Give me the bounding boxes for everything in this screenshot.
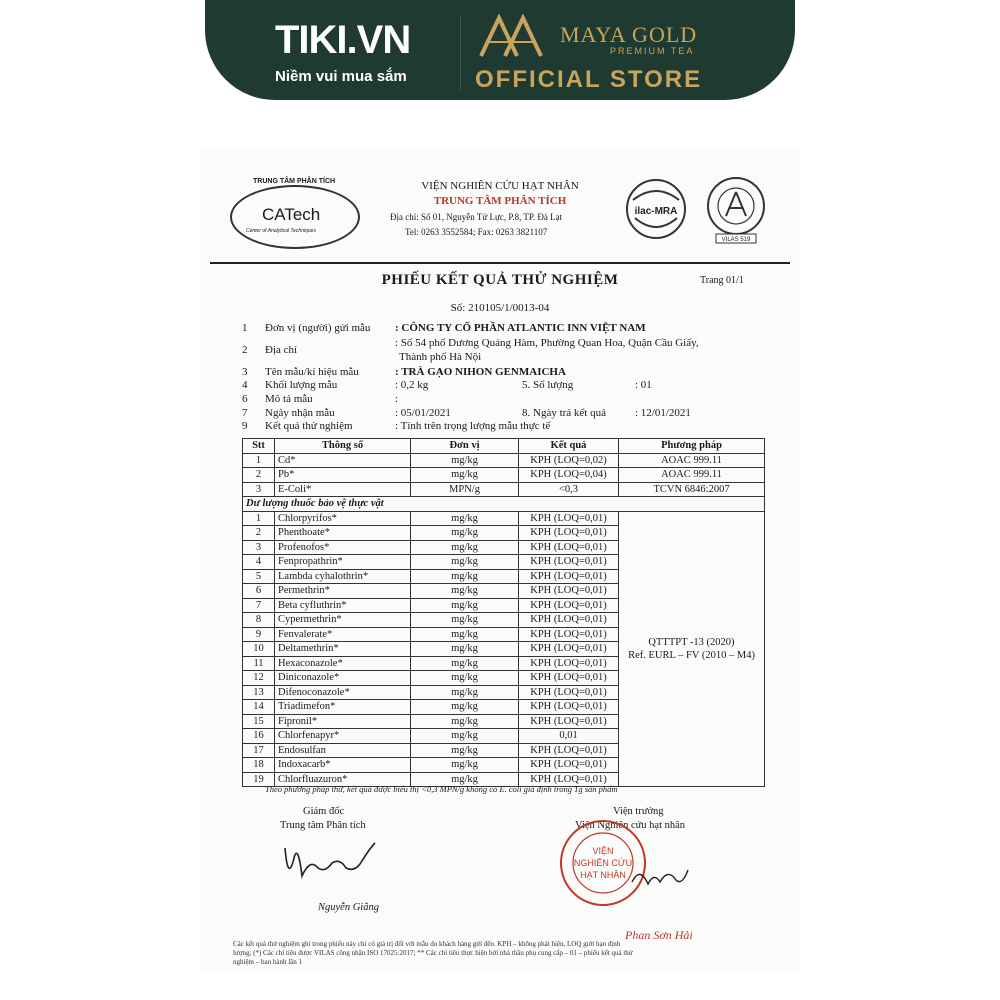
column-header: Stt [243, 439, 275, 454]
cell-param: Indoxacarb* [275, 758, 411, 773]
cell-result: KPH (LOQ=0,01) [519, 526, 619, 541]
cell-unit: MPN/g [411, 482, 519, 497]
cell-result: KPH (LOQ=0,01) [519, 613, 619, 628]
vilas-text: VILAS 519 [721, 237, 751, 243]
cell-stt: 12 [243, 671, 275, 686]
cell-unit: mg/kg [411, 743, 519, 758]
method-line: QTTTPT -13 (2020) [648, 636, 735, 648]
cell-result: KPH (LOQ=0,01) [519, 627, 619, 642]
cell-unit: mg/kg [411, 613, 519, 628]
info-key: Địa chỉ [265, 344, 298, 356]
table-note: Theo phương pháp thử, kết quả được biểu thị <0,3 MPN/g không có E. coli giả định trong 1g sản phẩm [265, 784, 618, 794]
cell-param: Cd* [275, 453, 411, 468]
cell-unit: mg/kg [411, 468, 519, 483]
header-divider [210, 262, 790, 264]
cell-stt: 18 [243, 758, 275, 773]
stamp-text: VIỆN [592, 846, 614, 856]
cell-stt: 2 [243, 468, 275, 483]
cell-stt: 7 [243, 598, 275, 613]
cell-result: KPH (LOQ=0,01) [519, 714, 619, 729]
cell-result: KPH (LOQ=0,01) [519, 511, 619, 526]
cell-unit: mg/kg [411, 453, 519, 468]
table-row [243, 511, 765, 526]
cell-result: KPH (LOQ=0,02) [519, 453, 619, 468]
cell-param: Profenofos* [275, 540, 411, 555]
cell-method: TCVN 6846:2007 [619, 482, 765, 497]
cell-param: Deltamethrin* [275, 642, 411, 657]
info-value: : 0,2 kg [395, 379, 429, 391]
info-value: : TRÀ GẠO NIHON GENMAICHA [395, 366, 566, 378]
cell-unit: mg/kg [411, 569, 519, 584]
table-row [243, 482, 765, 497]
right-signer-title: Viện trưởng [613, 806, 664, 817]
stamp-text: NGHIÊN CỨU [573, 858, 633, 868]
info-value: : Số 54 phố Dương Quảng Hàm, Phường Quan Hoa, Quận Cầu Giấy, [395, 337, 699, 349]
cell-result: <0,3 [519, 482, 619, 497]
cell-param: Phenthoate* [275, 526, 411, 541]
cell-stt: 10 [243, 642, 275, 657]
column-header: Đơn vị [411, 439, 519, 454]
cell-result: KPH (LOQ=0,04) [519, 468, 619, 483]
store-banner [205, 0, 795, 100]
cell-result: KPH (LOQ=0,01) [519, 772, 619, 787]
cell-stt: 1 [243, 453, 275, 468]
cell-unit: mg/kg [411, 714, 519, 729]
cell-unit: mg/kg [411, 526, 519, 541]
report-title: PHIẾU KẾT QUẢ THỬ NGHIỆM [381, 272, 619, 288]
info-key: Ngày nhận mẫu [265, 407, 335, 419]
cell-stt: 3 [243, 482, 275, 497]
table-section-row [243, 497, 765, 512]
cell-stt: 11 [243, 656, 275, 671]
report-number: Số: 210105/1/0013-04 [450, 302, 550, 314]
cell-result: 0,01 [519, 729, 619, 744]
cell-unit: mg/kg [411, 598, 519, 613]
left-signature-icon [280, 838, 390, 888]
info-key: Kết quả thử nghiệm [265, 420, 353, 432]
institute-name: VIỆN NGHIÊN CỨU HẠT NHÂN [421, 180, 579, 192]
official-store-label: OFFICIAL STORE [475, 66, 703, 93]
column-header: Kết quả [519, 439, 619, 454]
cell-result: KPH (LOQ=0,01) [519, 743, 619, 758]
cell-param: Chlorfenapyr* [275, 729, 411, 744]
ilac-text: ilac-MRA [634, 206, 678, 217]
cell-method: AOAC 999.11 [619, 453, 765, 468]
lab-address: Địa chỉ: Số 01, Nguyễn Tử Lực, P.8, TP. Đà Lạt [390, 212, 563, 222]
cell-param: Hexaconazole* [275, 656, 411, 671]
column-header: Thông số [275, 439, 411, 454]
cell-method [619, 511, 765, 787]
info-num: 6 [242, 393, 248, 405]
cell-unit: mg/kg [411, 758, 519, 773]
catech-logo-bottom: Center of Analytical Techniques [246, 228, 316, 234]
info-num: 2 [242, 344, 248, 356]
cell-result: KPH (LOQ=0,01) [519, 685, 619, 700]
info-value: : [395, 393, 399, 405]
stamp-text: HẠT NHÂN [580, 870, 626, 880]
info-num: 1 [242, 322, 248, 334]
cell-unit: mg/kg [411, 540, 519, 555]
table-row [243, 468, 765, 483]
info-num: 9 [242, 420, 248, 432]
cell-stt: 2 [243, 526, 275, 541]
info-value: : Tính trên trọng lượng mẫu thực tế [395, 420, 551, 432]
cell-method: AOAC 999.11 [619, 468, 765, 483]
maya-gold-subtitle: PREMIUM TEA [610, 46, 695, 56]
cell-result: KPH (LOQ=0,01) [519, 642, 619, 657]
page-number: Trang 01/1 [700, 275, 744, 286]
info-num: 3 [242, 366, 248, 378]
cell-result: KPH (LOQ=0,01) [519, 569, 619, 584]
tiki-slogan: Niềm vui mua sắm [275, 68, 407, 85]
cell-result: KPH (LOQ=0,01) [519, 656, 619, 671]
cell-result: KPH (LOQ=0,01) [519, 584, 619, 599]
cell-param: Fipronil* [275, 714, 411, 729]
cell-stt: 5 [243, 569, 275, 584]
test-result-document [200, 150, 800, 970]
right-signature-icon [630, 862, 690, 892]
info-num: 7 [242, 407, 248, 419]
footer-disclaimer: Các kết quả thử nghiệm ghi trong phiếu này chỉ có giá trị đối với mẫu do khách hàng gửi đến. KPH – không phát hiện, LOQ giới hạn định lượng; (*) Các chỉ tiêu được VILAS công nhận ISO 17025:2017; ** Các chỉ tiêu thực hiện bởi nhà thầu phụ cung cấp – 01 – phiếu kết quả thử nghiệm – ban hành lần 1 [233, 940, 633, 966]
info-key: Khối lượng mẫu [265, 379, 338, 391]
maya-gold-logo-icon [477, 14, 547, 58]
cell-param: Endosulfan [275, 743, 411, 758]
cell-unit: mg/kg [411, 729, 519, 744]
cell-stt: 4 [243, 555, 275, 570]
tiki-logo: TIKI.VN [275, 18, 411, 62]
results-table [242, 438, 765, 787]
left-signer-title: Giám đốc [303, 806, 345, 817]
cell-result: KPH (LOQ=0,01) [519, 555, 619, 570]
cell-param: Triadimefon* [275, 700, 411, 715]
info-key: Tên mẫu/kí hiệu mẫu [265, 366, 359, 378]
info-value: : 05/01/2021 [395, 407, 451, 419]
brand-divider [460, 15, 461, 90]
cell-param: Fenpropathrin* [275, 555, 411, 570]
info-key: Mô tả mẫu [265, 393, 313, 405]
cell-param: Chlorpyrifos* [275, 511, 411, 526]
left-signer-org: Trung tâm Phân tích [280, 820, 366, 831]
catech-logo [230, 178, 360, 249]
catech-logo-main: CATech [262, 205, 321, 224]
cell-result: KPH (LOQ=0,01) [519, 700, 619, 715]
info-key: 5. Số lượng [522, 379, 574, 391]
cell-stt: 6 [243, 584, 275, 599]
cell-stt: 19 [243, 772, 275, 787]
cell-result: KPH (LOQ=0,01) [519, 598, 619, 613]
right-signer-name: Phan Sơn Hải [625, 928, 693, 942]
cell-stt: 1 [243, 511, 275, 526]
info-num: 4 [242, 379, 248, 391]
cell-unit: mg/kg [411, 627, 519, 642]
left-signer-name: Nguyễn Giằng [318, 902, 379, 913]
section-label: Dư lượng thuốc bảo vệ thực vật [243, 497, 765, 512]
cell-result: KPH (LOQ=0,01) [519, 540, 619, 555]
cell-stt: 3 [243, 540, 275, 555]
cell-param: Difenoconazole* [275, 685, 411, 700]
cell-unit: mg/kg [411, 555, 519, 570]
cell-result: KPH (LOQ=0,01) [519, 758, 619, 773]
cell-param: Lambda cyhalothrin* [275, 569, 411, 584]
info-key: Đơn vị (người) gửi mẫu [265, 322, 371, 334]
lab-phone: Tel: 0263 3552584; Fax: 0263 3821107 [405, 227, 548, 237]
cell-stt: 9 [243, 627, 275, 642]
cell-param: Chlorfluazuron* [275, 772, 411, 787]
method-line: Ref. EURL – FV (2010 – M4) [628, 649, 755, 661]
maya-gold-name: MAYA GOLD [560, 22, 698, 47]
cell-unit: mg/kg [411, 700, 519, 715]
cell-unit: mg/kg [411, 772, 519, 787]
cell-param: Cypermethrin* [275, 613, 411, 628]
cell-unit: mg/kg [411, 685, 519, 700]
cell-stt: 13 [243, 685, 275, 700]
cell-stt: 16 [243, 729, 275, 744]
table-header-row [243, 439, 765, 454]
info-value: : 01 [635, 379, 652, 391]
cell-unit: mg/kg [411, 511, 519, 526]
right-signer-org: Viện Nghiên cứu hạt nhân [575, 820, 686, 831]
cell-param: Diniconazole* [275, 671, 411, 686]
ilac-mra-logo-icon [625, 178, 687, 240]
cell-param: E-Coli* [275, 482, 411, 497]
center-name: TRUNG TÂM PHÂN TÍCH [433, 195, 567, 207]
cell-stt: 15 [243, 714, 275, 729]
cell-result: KPH (LOQ=0,01) [519, 671, 619, 686]
catech-logo-top: TRUNG TÂM PHÂN TÍCH [250, 178, 338, 185]
cell-param: Permethrin* [275, 584, 411, 599]
info-key: 8. Ngày trả kết quả [522, 407, 606, 419]
cell-param: Fenvalerate* [275, 627, 411, 642]
info-value: : 12/01/2021 [635, 407, 691, 419]
info-value: Thành phố Hà Nội [399, 351, 482, 363]
cell-unit: mg/kg [411, 656, 519, 671]
cell-unit: mg/kg [411, 642, 519, 657]
cell-param: Pb* [275, 468, 411, 483]
table-row [243, 453, 765, 468]
column-header: Phương pháp [619, 439, 765, 454]
cell-stt: 8 [243, 613, 275, 628]
cell-unit: mg/kg [411, 671, 519, 686]
cell-stt: 14 [243, 700, 275, 715]
cell-stt: 17 [243, 743, 275, 758]
cell-unit: mg/kg [411, 584, 519, 599]
boa-logo-icon [700, 172, 772, 244]
cell-param: Beta cyfluthrin* [275, 598, 411, 613]
info-value: : CÔNG TY CỔ PHẦN ATLANTIC INN VIỆT NAM [395, 322, 646, 334]
